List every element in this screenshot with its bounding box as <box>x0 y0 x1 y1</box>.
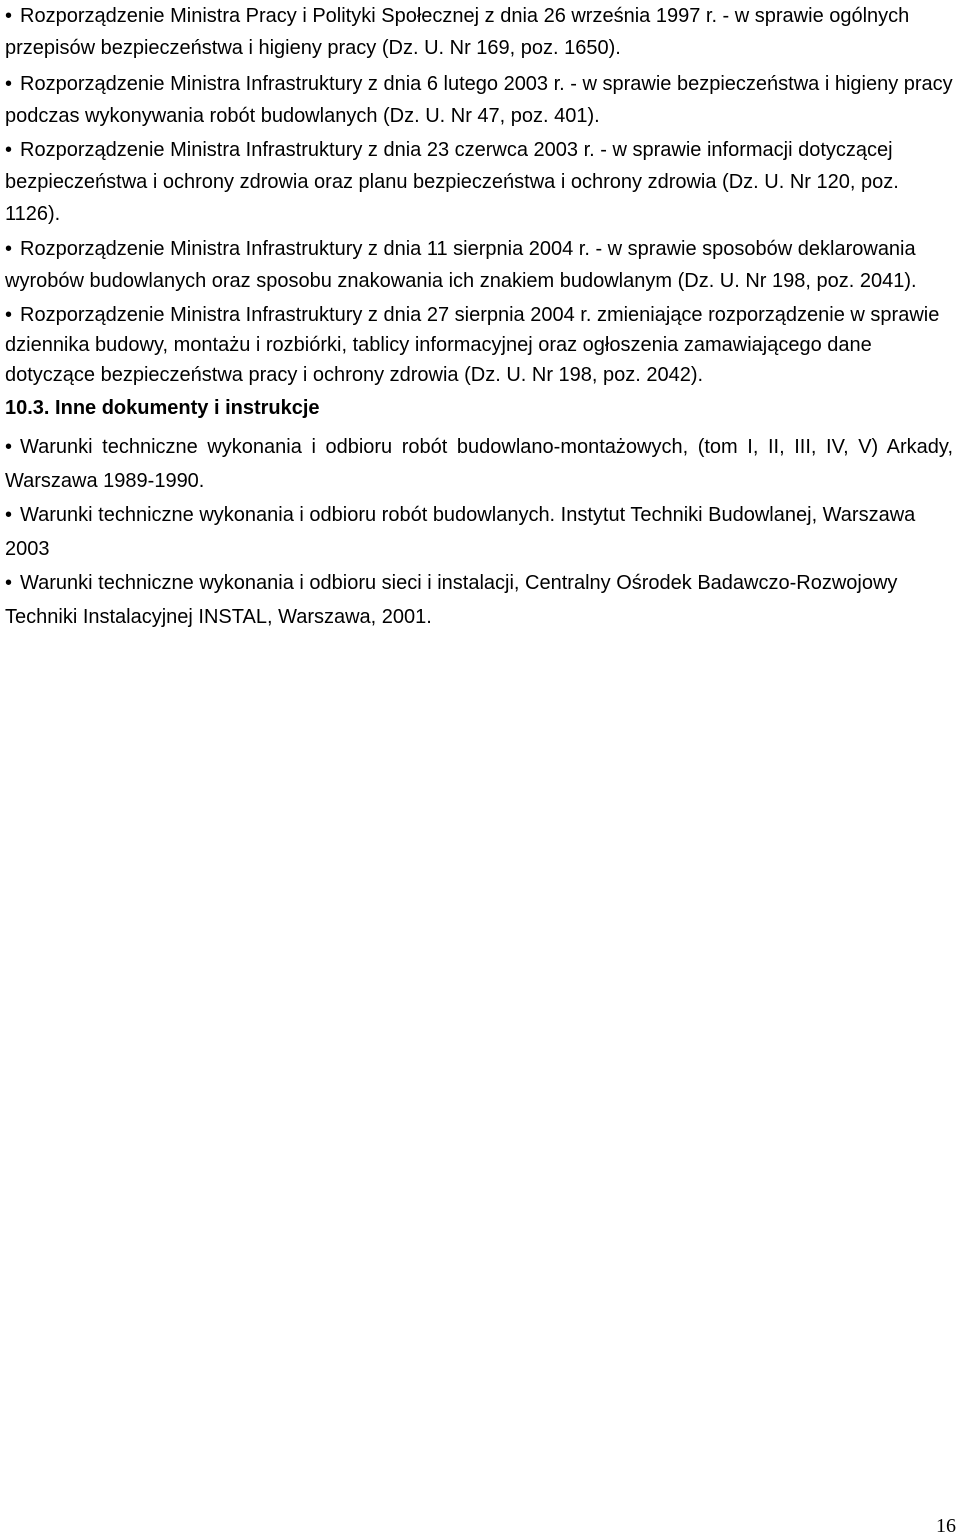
list-item-text: Rozporządzenie Ministra Infrastruktury z dnia 6 lutego 2003 r. - w sprawie bezpieczeństwa i higieny pracy podczas wykonywania robót budowlanych (Dz. U. Nr 47, poz. 401). <box>5 73 953 127</box>
bullet-icon: • <box>5 304 13 326</box>
list-item-text: Rozporządzenie Ministra Infrastruktury z dnia 27 sierpnia 2004 r. zmieniające rozporządzenie w sprawie dziennika budowy, montażu i rozbiórki, tablicy informacyjnej oraz ogłoszenia zamawiającego dane dotyczące bezpieczeństwa pracy i ochrony zdrowia (Dz. U. Nr 198, poz. 2042). <box>5 304 940 386</box>
section-number: 10.3. <box>5 397 50 419</box>
documents-list <box>5 430 953 634</box>
bullet-icon: • <box>5 139 13 161</box>
bullet-icon: • <box>5 73 13 95</box>
list-item-text: Warunki techniczne wykonania i odbioru robót budowlanych. Instytut Techniki Budowlanej, Warszawa 2003 <box>5 504 916 560</box>
list-item <box>5 0 953 64</box>
list-item <box>5 498 953 566</box>
page-number: 16 <box>936 1515 956 1537</box>
list-item <box>5 68 953 132</box>
bullet-icon: • <box>5 238 13 260</box>
list-item-text: Rozporządzenie Ministra Pracy i Polityki Społecznej z dnia 26 września 1997 r. - w sprawie ogólnych przepisów bezpieczeństwa i higieny pracy (Dz. U. Nr 169, poz. 1650). <box>5 5 910 59</box>
list-item <box>5 233 953 297</box>
list-item <box>5 134 953 230</box>
bullet-icon: • <box>5 504 13 526</box>
list-item-text: Rozporządzenie Ministra Infrastruktury z dnia 11 sierpnia 2004 r. - w sprawie sposobów deklarowania wyrobów budowlanych oraz sposobu znakowania ich znakiem budowlanym (Dz. U. Nr 198, poz. 2041). <box>5 238 917 292</box>
section-heading <box>5 394 953 422</box>
list-item <box>5 300 953 390</box>
regulations-list <box>5 0 953 390</box>
bullet-icon: • <box>5 572 13 594</box>
list-item-text: Warunki techniczne wykonania i odbioru robót budowlano-montażowych, (tom I, II, III, IV, V) Arkady, Warszawa 1989-1990. <box>5 436 953 492</box>
bullet-icon: • <box>5 5 13 27</box>
list-item-text: Rozporządzenie Ministra Infrastruktury z dnia 23 czerwca 2003 r. - w sprawie informacji dotyczącej bezpieczeństwa i ochrony zdrowia oraz planu bezpieczeństwa i ochrony zdrowia (Dz. U. Nr 120, poz. 1126). <box>5 139 899 225</box>
bullet-icon: • <box>5 436 13 458</box>
section-title: Inne dokumenty i instrukcje <box>55 397 320 419</box>
list-item <box>5 566 953 634</box>
document-page <box>5 0 953 634</box>
list-item-text: Warunki techniczne wykonania i odbioru sieci i instalacji, Centralny Ośrodek Badawczo-Rozwojowy Techniki Instalacyjnej INSTAL, Warszawa, 2001. <box>5 572 898 628</box>
list-item <box>5 430 953 498</box>
